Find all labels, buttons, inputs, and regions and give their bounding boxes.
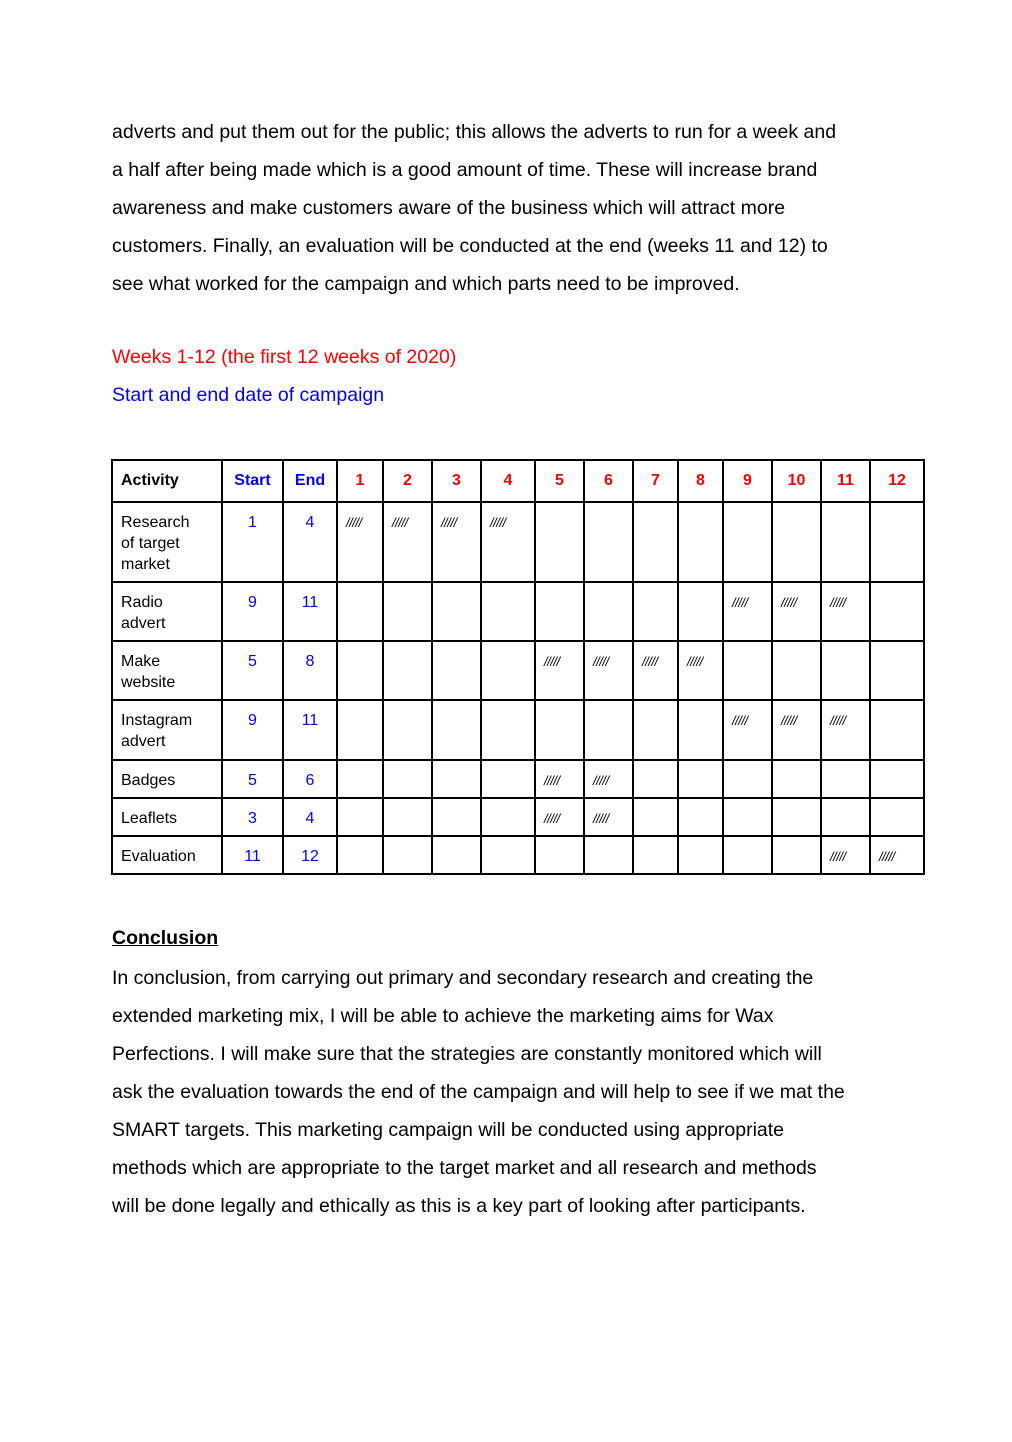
activity-cell bbox=[112, 798, 222, 836]
week-cell: ///// bbox=[870, 836, 924, 874]
text-line: ask the evaluation towards the end of the campaign and will help to see if we mat the bbox=[112, 1081, 845, 1103]
week-cell bbox=[584, 836, 633, 874]
text-line: adverts and put them out for the public; this allows the adverts to run for a week and bbox=[112, 121, 837, 143]
week-cell bbox=[821, 798, 870, 836]
start-week-cell: 5 bbox=[222, 641, 283, 700]
header-start: Start bbox=[222, 460, 283, 502]
table-row bbox=[112, 836, 924, 874]
activity-cell bbox=[112, 641, 222, 700]
week-cell: ///// bbox=[337, 502, 383, 582]
week-cell bbox=[678, 836, 723, 874]
week-cell bbox=[723, 836, 772, 874]
week-cell bbox=[337, 798, 383, 836]
week-cell bbox=[870, 641, 924, 700]
header-week-6: 6 bbox=[584, 460, 633, 502]
week-cell bbox=[723, 641, 772, 700]
end-week-cell: 12 bbox=[283, 836, 337, 874]
week-cell: ///// bbox=[584, 798, 633, 836]
week-cell bbox=[584, 502, 633, 582]
week-cell: ///// bbox=[821, 582, 870, 641]
table-row bbox=[112, 641, 924, 700]
text-line: methods which are appropriate to the target market and all research and methods bbox=[112, 1157, 817, 1179]
text-line: Perfections. I will make sure that the strategies are constantly monitored which will bbox=[112, 1043, 822, 1065]
week-cell bbox=[383, 641, 432, 700]
week-cell bbox=[535, 502, 584, 582]
header-end: End bbox=[283, 460, 337, 502]
conclusion-heading: Conclusion bbox=[112, 927, 219, 949]
week-cell bbox=[535, 836, 584, 874]
week-cell bbox=[633, 798, 678, 836]
header-week-12: 12 bbox=[870, 460, 924, 502]
week-cell: ///// bbox=[821, 836, 870, 874]
activity-label-line: market bbox=[121, 556, 170, 573]
header-week-9: 9 bbox=[723, 460, 772, 502]
campaign-date-note: Start and end date of campaign bbox=[112, 384, 385, 406]
week-cell bbox=[481, 760, 535, 798]
gantt-table bbox=[111, 459, 925, 875]
week-cell: ///// bbox=[432, 502, 481, 582]
activity-label-line: Instagram bbox=[121, 712, 193, 729]
end-week-cell: 4 bbox=[283, 798, 337, 836]
end-week-cell: 6 bbox=[283, 760, 337, 798]
header-week-11: 11 bbox=[821, 460, 870, 502]
week-cell bbox=[535, 700, 584, 760]
week-cell bbox=[337, 836, 383, 874]
week-cell bbox=[870, 502, 924, 582]
week-cell: ///// bbox=[723, 700, 772, 760]
week-cell bbox=[723, 502, 772, 582]
table-body bbox=[112, 502, 924, 874]
week-cell bbox=[481, 641, 535, 700]
conclusion-paragraph bbox=[112, 959, 912, 1225]
week-cell bbox=[772, 641, 821, 700]
week-cell bbox=[481, 582, 535, 641]
text-line: awareness and make customers aware of the business which will attract more bbox=[112, 197, 786, 219]
week-cell bbox=[678, 798, 723, 836]
week-cell: ///// bbox=[633, 641, 678, 700]
header-week-1: 1 bbox=[337, 460, 383, 502]
header-week-5: 5 bbox=[535, 460, 584, 502]
week-cell bbox=[584, 582, 633, 641]
week-cell bbox=[678, 502, 723, 582]
week-cell bbox=[633, 760, 678, 798]
activity-label-line: advert bbox=[121, 615, 166, 632]
week-cell: ///// bbox=[772, 582, 821, 641]
activity-label-line: Make bbox=[121, 653, 161, 670]
activity-label-line: Research bbox=[121, 514, 190, 531]
intro-paragraph bbox=[112, 113, 912, 303]
text-line: see what worked for the campaign and which parts need to be improved. bbox=[112, 273, 740, 295]
week-cell bbox=[772, 760, 821, 798]
week-cell bbox=[432, 798, 481, 836]
week-cell bbox=[383, 836, 432, 874]
weeks-note: Weeks 1-12 (the first 12 weeks of 2020) bbox=[112, 346, 457, 368]
week-cell: ///// bbox=[383, 502, 432, 582]
activity-cell bbox=[112, 760, 222, 798]
end-week-cell: 11 bbox=[283, 700, 337, 760]
text-line: extended marketing mix, I will be able to achieve the marketing aims for Wax bbox=[112, 1005, 774, 1027]
week-cell: ///// bbox=[584, 641, 633, 700]
activity-cell bbox=[112, 502, 222, 582]
text-line: customers. Finally, an evaluation will be conducted at the end (weeks 11 and 12) to bbox=[112, 235, 828, 257]
week-cell bbox=[383, 582, 432, 641]
activity-label-line: Radio bbox=[121, 594, 163, 611]
week-cell bbox=[383, 798, 432, 836]
week-cell bbox=[772, 502, 821, 582]
week-cell bbox=[633, 836, 678, 874]
activity-label-line: website bbox=[121, 674, 176, 691]
week-cell bbox=[870, 760, 924, 798]
end-week-cell: 8 bbox=[283, 641, 337, 700]
text-line: In conclusion, from carrying out primary and secondary research and creating the bbox=[112, 967, 814, 989]
start-week-cell: 5 bbox=[222, 760, 283, 798]
header-week-2: 2 bbox=[383, 460, 432, 502]
week-cell bbox=[870, 700, 924, 760]
week-cell bbox=[432, 760, 481, 798]
header-activity: Activity bbox=[112, 460, 222, 502]
week-cell bbox=[821, 641, 870, 700]
week-cell bbox=[633, 502, 678, 582]
header-week-10: 10 bbox=[772, 460, 821, 502]
week-cell bbox=[821, 502, 870, 582]
activity-label-line: Leaflets bbox=[121, 810, 178, 827]
table-row bbox=[112, 760, 924, 798]
week-cell bbox=[678, 760, 723, 798]
week-cell bbox=[723, 798, 772, 836]
header-week-8: 8 bbox=[678, 460, 723, 502]
week-cell bbox=[678, 700, 723, 760]
week-cell bbox=[584, 700, 633, 760]
start-week-cell: 9 bbox=[222, 700, 283, 760]
text-line: will be done legally and ethically as this is a key part of looking after participants. bbox=[112, 1195, 806, 1217]
week-cell: ///// bbox=[584, 760, 633, 798]
activity-label-line: of target bbox=[121, 535, 180, 552]
week-cell bbox=[337, 582, 383, 641]
week-cell: ///// bbox=[772, 700, 821, 760]
week-cell bbox=[870, 582, 924, 641]
week-cell: ///// bbox=[821, 700, 870, 760]
table-header-row bbox=[112, 460, 924, 502]
week-cell: ///// bbox=[723, 582, 772, 641]
start-week-cell: 3 bbox=[222, 798, 283, 836]
activity-label-line: Evaluation bbox=[121, 848, 196, 865]
week-cell bbox=[678, 582, 723, 641]
week-cell bbox=[337, 760, 383, 798]
week-cell: ///// bbox=[481, 502, 535, 582]
week-cell bbox=[535, 582, 584, 641]
week-cell bbox=[383, 700, 432, 760]
table-row bbox=[112, 582, 924, 641]
week-cell bbox=[821, 760, 870, 798]
activity-label-line: Badges bbox=[121, 772, 176, 789]
activity-label-line: advert bbox=[121, 733, 166, 750]
week-cell bbox=[432, 582, 481, 641]
text-line: a half after being made which is a good amount of time. These will increase brand bbox=[112, 159, 818, 181]
week-cell: ///// bbox=[535, 798, 584, 836]
header-week-7: 7 bbox=[633, 460, 678, 502]
end-week-cell: 4 bbox=[283, 502, 337, 582]
activity-cell bbox=[112, 700, 222, 760]
week-cell: ///// bbox=[535, 641, 584, 700]
start-week-cell: 9 bbox=[222, 582, 283, 641]
activity-cell bbox=[112, 582, 222, 641]
week-cell: ///// bbox=[535, 760, 584, 798]
start-week-cell: 11 bbox=[222, 836, 283, 874]
week-cell bbox=[772, 836, 821, 874]
text-line: SMART targets. This marketing campaign will be conducted using appropriate bbox=[112, 1119, 785, 1141]
end-week-cell: 11 bbox=[283, 582, 337, 641]
week-cell bbox=[772, 798, 821, 836]
week-cell bbox=[481, 836, 535, 874]
table-row bbox=[112, 700, 924, 760]
week-cell bbox=[432, 641, 481, 700]
week-cell bbox=[723, 760, 772, 798]
week-cell bbox=[633, 700, 678, 760]
week-cell bbox=[633, 582, 678, 641]
table-row bbox=[112, 798, 924, 836]
week-cell bbox=[337, 700, 383, 760]
week-cell: ///// bbox=[678, 641, 723, 700]
week-cell bbox=[432, 836, 481, 874]
start-week-cell: 1 bbox=[222, 502, 283, 582]
header-week-4: 4 bbox=[481, 460, 535, 502]
week-cell bbox=[383, 760, 432, 798]
week-cell bbox=[870, 798, 924, 836]
week-cell bbox=[481, 700, 535, 760]
week-cell bbox=[337, 641, 383, 700]
activity-cell bbox=[112, 836, 222, 874]
week-cell bbox=[481, 798, 535, 836]
week-cell bbox=[432, 700, 481, 760]
table-row bbox=[112, 502, 924, 582]
header-week-3: 3 bbox=[432, 460, 481, 502]
